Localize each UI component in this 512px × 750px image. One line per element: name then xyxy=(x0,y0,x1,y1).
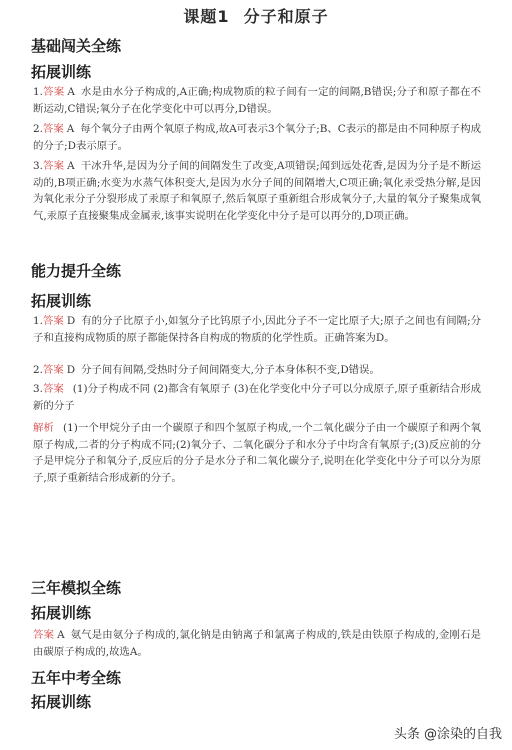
answer-label: 答案 xyxy=(42,364,64,376)
subheading-three-year: 拓展训练 xyxy=(31,604,92,622)
section-heading-three-year: 三年模拟全练 xyxy=(31,579,122,597)
watermark: 头条 @涂染的自我 xyxy=(393,727,502,742)
section-heading-basic: 基础闯关全练 xyxy=(31,37,122,55)
answer-label: 答案 xyxy=(42,315,64,327)
subheading-basic: 拓展训练 xyxy=(31,63,92,81)
answer-label: 答案 xyxy=(42,86,65,98)
explanation-item: 解析 (1)一个甲烷分子由一个碳原子和四个氢原子构成,一个二氧化碳分子由一个碳原子和两个氧原子构成,二者的分子构成不同;(2)氧分子、二氧化碳分子和水分子中均含有氧原子;(3)反应前的分子是甲烷分子和氧分子,反应后的分子是水分子和二氧化碳分子,说明在化学变化中分子可以分为原子,原子重新结合形成新的分子。 xyxy=(33,422,481,484)
answer-label: 答案 xyxy=(33,629,55,641)
answer-item: 1.答案 A 水是由水分子构成的,A正确;构成物质的粒子间有一定的间隔,B错误;分子和原子都在不断运动,C错误;氧分子在化学变化中可以再分,D错误。 xyxy=(33,86,482,115)
answer-item: 3.答案 A 干冰升华,是因为分子间的间隔发生了改变,A项错误;闻到远处花香,是因为分子是不断运动的,B项正确;水变为水蒸气体积变大,是因为水分子间的间隔增大,C项正确;氧化汞受热分解,是因为氧化汞分子分裂形成了汞原子和氧原子,然后氧原子重新组合形成氧分子,大量的氧分子聚集成氧气,汞原子直接聚集成金属汞,该事实说明在化学变化中分子是可以再分的,D项正确。 xyxy=(33,160,481,222)
lesson-topic: 分子和原子 xyxy=(243,7,329,26)
subheading-five-year: 拓展训练 xyxy=(31,693,92,711)
lesson-number: 课题1 xyxy=(183,7,230,26)
page-title xyxy=(0,4,512,27)
section-heading-ability: 能力提升全练 xyxy=(31,262,122,280)
subheading-ability: 拓展训练 xyxy=(31,292,92,310)
answer-item: 答案 A 氨气是由氨分子构成的,氯化钠是由钠离子和氯离子构成的,铁是由铁原子构成的,金刚石是由碳原子构成的,故选A。 xyxy=(33,629,482,658)
answer-item: 2.答案 D 分子间有间隔,受热时分子间间隔变大,分子本身体积不变,D错误。 xyxy=(33,364,380,376)
answer-item: 1.答案 D 有的分子比原子小,如氢分子比钨原子小,因此分子不一定比原子大;原子之间也有间隔;分子和直接构成物质的原子都能保持各自构成的物质的化学性质。正确答案为D。 xyxy=(33,315,482,344)
answer-item: 2.答案 A 每个氧分子由两个氧原子构成,故A可表示3个氧分子;B、C表示的都是由不同种原子构成的分子;D表示原子。 xyxy=(33,123,481,152)
answer-label: 答案 xyxy=(42,160,65,172)
explanation-label: 解析 xyxy=(33,422,55,434)
answer-item: 3.答案 (1)分子构成不同 (2)都含有氧原子 (3)在化学变化中分子可以分成原子,原子重新结合形成新的分子 xyxy=(33,383,482,412)
answer-label: 答案 xyxy=(42,383,64,395)
section-heading-five-year: 五年中考全练 xyxy=(31,669,122,687)
answer-label: 答案 xyxy=(42,123,64,135)
